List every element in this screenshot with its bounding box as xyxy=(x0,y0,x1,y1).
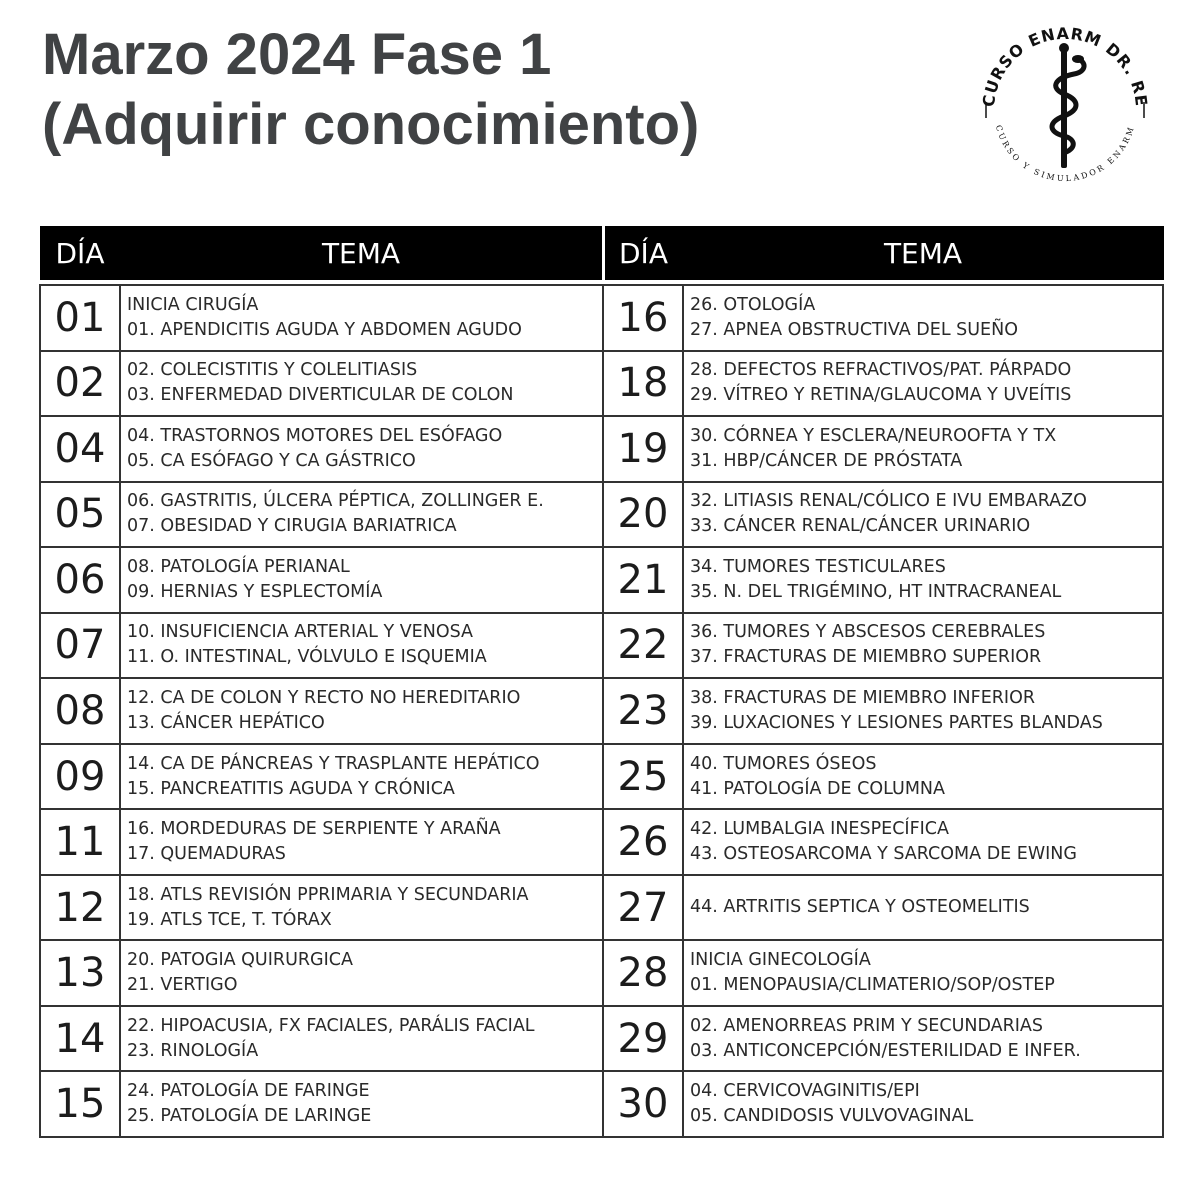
topic-line: 08. PATOLOGÍA PERIANAL xyxy=(127,556,350,577)
page-title xyxy=(42,20,699,160)
topic-cell xyxy=(683,613,1163,679)
day-cell: 07 xyxy=(40,613,120,679)
topic-line: 26. OTOLOGÍA xyxy=(690,294,816,315)
table-row xyxy=(40,613,1163,679)
topic-line: 07. OBESIDAD Y CIRUGIA BARIATRICA xyxy=(127,516,457,537)
table-row xyxy=(40,809,1163,875)
topic-cell xyxy=(683,416,1163,482)
day-cell: 13 xyxy=(40,940,120,1006)
logo-inner-text: CURSO Y SIMULADOR ENARM xyxy=(993,123,1137,184)
header-topic-right: TEMA xyxy=(683,227,1163,280)
topic-line: 35. N. DEL TRIGÉMINO, HT INTRACRANEAL xyxy=(690,581,1062,602)
table-row xyxy=(40,875,1163,941)
day-cell: 01 xyxy=(40,285,120,351)
topic-cell xyxy=(120,1006,603,1072)
topic-cell xyxy=(120,809,603,875)
topic-line: 24. PATOLOGÍA DE FARINGE xyxy=(127,1081,370,1102)
topic-cell xyxy=(120,351,603,417)
day-cell: 08 xyxy=(40,678,120,744)
title-line-1: Marzo 2024 Fase 1 xyxy=(42,22,552,87)
topic-line: 30. CÓRNEA Y ESCLERA/NEUROOFTA Y TX xyxy=(690,425,1057,446)
schedule-table xyxy=(39,226,1164,1138)
topic-line: 20. PATOGIA QUIRURGICA xyxy=(127,950,353,971)
topic-line: 34. TUMORES TESTICULARES xyxy=(690,556,946,577)
header-topic-left: TEMA xyxy=(120,227,603,280)
day-cell: 15 xyxy=(40,1071,120,1137)
topic-line: 39. LUXACIONES Y LESIONES PARTES BLANDAS xyxy=(690,712,1103,733)
day-cell: 14 xyxy=(40,1006,120,1072)
topic-cell xyxy=(120,416,603,482)
topic-line: 02. COLECISTITIS Y COLELITIASIS xyxy=(127,360,418,381)
topic-line: 01. MENOPAUSIA/CLIMATERIO/SOP/OSTEP xyxy=(690,975,1055,996)
topic-line: 23. RINOLOGÍA xyxy=(127,1040,259,1061)
table-row xyxy=(40,1071,1163,1137)
topic-line: 06. GASTRITIS, ÚLCERA PÉPTICA, ZOLLINGER E. xyxy=(127,491,544,512)
day-cell: 30 xyxy=(603,1071,683,1137)
topic-line: 03. ANTICONCEPCIÓN/ESTERILIDAD E INFER. xyxy=(690,1040,1081,1061)
day-cell: 12 xyxy=(40,875,120,941)
day-cell: 02 xyxy=(40,351,120,417)
topic-line: 36. TUMORES Y ABSCESOS CEREBRALES xyxy=(690,622,1046,643)
day-cell: 28 xyxy=(603,940,683,1006)
topic-line: 29. VÍTREO Y RETINA/GLAUCOMA Y UVEÍTIS xyxy=(690,385,1072,406)
table-row xyxy=(40,416,1163,482)
topic-cell xyxy=(683,351,1163,417)
day-cell: 04 xyxy=(40,416,120,482)
header-day-right: DÍA xyxy=(603,227,683,280)
topic-line: 27. APNEA OBSTRUCTIVA DEL SUEÑO xyxy=(690,319,1018,340)
rod-of-asclepius-icon xyxy=(1052,43,1084,168)
topic-cell xyxy=(683,547,1163,613)
topic-cell xyxy=(120,940,603,1006)
topic-cell xyxy=(120,547,603,613)
topic-line: 38. FRACTURAS DE MIEMBRO INFERIOR xyxy=(690,687,1036,708)
topic-line: 37. FRACTURAS DE MIEMBRO SUPERIOR xyxy=(690,647,1042,668)
topic-line: 33. CÁNCER RENAL/CÁNCER URINARIO xyxy=(690,516,1031,537)
topic-line: 01. APENDICITIS AGUDA Y ABDOMEN AGUDO xyxy=(127,319,522,340)
table-header-row xyxy=(40,227,1163,280)
topic-cell xyxy=(683,482,1163,548)
topic-line: INICIA CIRUGÍA xyxy=(127,294,259,315)
topic-line: 40. TUMORES ÓSEOS xyxy=(690,753,877,774)
day-cell: 21 xyxy=(603,547,683,613)
topic-line: 16. MORDEDURAS DE SERPIENTE Y ARAÑA xyxy=(127,819,501,840)
topic-line: 18. ATLS REVISIÓN PPRIMARIA Y SECUNDARIA xyxy=(127,884,529,905)
topic-line: 42. LUMBALGIA INESPECÍFICA xyxy=(690,819,949,840)
table-row xyxy=(40,351,1163,417)
topic-cell xyxy=(683,744,1163,810)
topic-line: 43. OSTEOSARCOMA Y SARCOMA DE EWING xyxy=(690,844,1077,865)
topic-line: 05. CA ESÓFAGO Y CA GÁSTRICO xyxy=(127,450,416,471)
topic-cell xyxy=(120,875,603,941)
topic-cell xyxy=(120,285,603,351)
day-cell: 25 xyxy=(603,744,683,810)
topic-cell xyxy=(120,1071,603,1137)
table-row xyxy=(40,1006,1163,1072)
topic-cell xyxy=(683,1006,1163,1072)
day-cell: 19 xyxy=(603,416,683,482)
topic-line: 21. VERTIGO xyxy=(127,975,238,996)
day-cell: 20 xyxy=(603,482,683,548)
topic-line: 32. LITIASIS RENAL/CÓLICO E IVU EMBARAZO xyxy=(690,491,1087,512)
topic-cell xyxy=(683,940,1163,1006)
table-row xyxy=(40,678,1163,744)
topic-line: 28. DEFECTOS REFRACTIVOS/PAT. PÁRPADO xyxy=(690,360,1072,381)
day-cell: 09 xyxy=(40,744,120,810)
topic-cell xyxy=(120,744,603,810)
topic-line: 02. AMENORREAS PRIM Y SECUNDARIAS xyxy=(690,1015,1044,1036)
topic-line: 13. CÁNCER HEPÁTICO xyxy=(127,712,325,733)
table-row xyxy=(40,940,1163,1006)
topic-line: 09. HERNIAS Y ESPLECTOMÍA xyxy=(127,581,383,602)
day-cell: 16 xyxy=(603,285,683,351)
day-cell: 27 xyxy=(603,875,683,941)
logo-outer-text: CURSO ENARM DR. RE xyxy=(978,23,1152,108)
title-line-2: (Adquirir conocimiento) xyxy=(42,92,700,157)
topic-cell xyxy=(683,285,1163,351)
topic-line: 22. HIPOACUSIA, FX FACIALES, PARÁLIS FACIAL xyxy=(127,1015,535,1036)
topic-cell xyxy=(120,613,603,679)
topic-line: 17. QUEMADURAS xyxy=(127,844,286,865)
topic-line: 31. HBP/CÁNCER DE PRÓSTATA xyxy=(690,450,963,471)
logo-seal xyxy=(972,18,1158,204)
topic-cell xyxy=(683,809,1163,875)
table-row xyxy=(40,285,1163,351)
topic-line: 05. CANDIDOSIS VULVOVAGINAL xyxy=(690,1106,974,1127)
topic-line: 25. PATOLOGÍA DE LARINGE xyxy=(127,1106,372,1127)
day-cell: 06 xyxy=(40,547,120,613)
topic-line: 41. PATOLOGÍA DE COLUMNA xyxy=(690,778,945,799)
topic-cell xyxy=(120,678,603,744)
day-cell: 23 xyxy=(603,678,683,744)
table-row xyxy=(40,744,1163,810)
topic-line: INICIA GINECOLOGÍA xyxy=(690,950,871,971)
topic-line: 15. PANCREATITIS AGUDA Y CRÓNICA xyxy=(127,778,455,799)
topic-line: 12. CA DE COLON Y RECTO NO HEREDITARIO xyxy=(127,687,521,708)
topic-cell xyxy=(120,482,603,548)
logo xyxy=(972,18,1158,204)
topic-line: 04. CERVICOVAGINITIS/EPI xyxy=(690,1081,920,1102)
header-day-left: DÍA xyxy=(40,227,120,280)
topic-line: 44. ARTRITIS SEPTICA Y OSTEOMELITIS xyxy=(690,897,1030,918)
table-row xyxy=(40,482,1163,548)
day-cell: 22 xyxy=(603,613,683,679)
day-cell: 05 xyxy=(40,482,120,548)
topic-line: 03. ENFERMEDAD DIVERTICULAR DE COLON xyxy=(127,385,514,406)
topic-cell xyxy=(683,1071,1163,1137)
topic-line: 10. INSUFICIENCIA ARTERIAL Y VENOSA xyxy=(127,622,473,643)
table-row xyxy=(40,547,1163,613)
topic-line: 14. CA DE PÁNCREAS Y TRASPLANTE HEPÁTICO xyxy=(127,753,540,774)
topic-line: 04. TRASTORNOS MOTORES DEL ESÓFAGO xyxy=(127,425,503,446)
topic-line: 19. ATLS TCE, T. TÓRAX xyxy=(127,909,332,930)
day-cell: 26 xyxy=(603,809,683,875)
day-cell: 29 xyxy=(603,1006,683,1072)
topic-line: 11. O. INTESTINAL, VÓLVULO E ISQUEMIA xyxy=(127,647,487,668)
day-cell: 11 xyxy=(40,809,120,875)
topic-cell xyxy=(683,678,1163,744)
day-cell: 18 xyxy=(603,351,683,417)
topic-cell xyxy=(683,875,1163,941)
